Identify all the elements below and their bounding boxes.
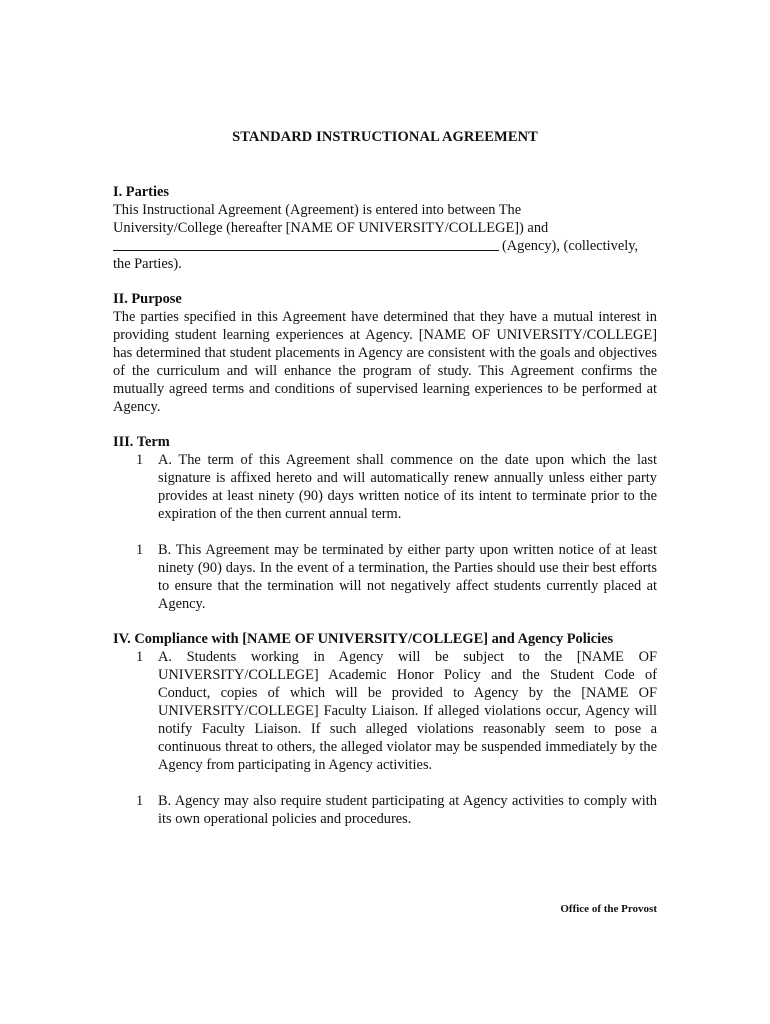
section-term bbox=[113, 433, 657, 613]
term-item-b-text: B. This Agreement may be terminated by either party upon written notice of at least ninety (90) days. In the event of a termination, the Parties should use their best efforts to ensure that the termination will not negatively affect students currently placed at Agency. bbox=[158, 542, 657, 612]
document-title: STANDARD INSTRUCTIONAL AGREEMENT bbox=[232, 129, 538, 145]
compliance-item-b bbox=[113, 792, 657, 828]
term-item-a-text: A. The term of this Agreement shall commence on the date upon which the last signature is affixed hereto and will automatically renew annually unless either party provides at least ninety (90) days written notice of its intent to terminate prior to the expiration of the then current annual term. bbox=[158, 452, 657, 522]
section-heading-term: III. Term bbox=[113, 434, 170, 450]
list-item-number: 1 bbox=[136, 542, 144, 558]
term-item-a bbox=[113, 451, 657, 523]
section-compliance bbox=[113, 630, 657, 828]
parties-blank-line bbox=[113, 237, 657, 255]
section-parties bbox=[113, 183, 657, 273]
section-purpose bbox=[113, 290, 657, 416]
compliance-item-a bbox=[113, 648, 657, 774]
agency-name-blank bbox=[113, 237, 499, 251]
section-heading-parties: I. Parties bbox=[113, 184, 169, 200]
parties-text-line-1: This Instructional Agreement (Agreement) is entered into between The bbox=[113, 202, 522, 218]
footer-office: Office of the Provost bbox=[560, 903, 657, 915]
compliance-item-b-text: B. Agency may also require student participating at Agency activities to comply with its own operational policies and procedures. bbox=[158, 793, 657, 827]
parties-text-line-3: (Agency), (collectively, bbox=[502, 238, 639, 254]
parties-text-line-4: the Parties). bbox=[113, 256, 182, 272]
compliance-item-a-text: A. Students working in Agency will be subject to the [NAME OF UNIVERSITY/COLLEGE] Academic Honor Policy and the Student Code of Conduct, copies of which will be provided to Agency by the [NAME OF UNIVERSITY/COLLEGE] Faculty Liaison. If alleged violations occur, Agency will notify Faculty Liaison. If such alleged violations reasonably seem to pose a continuous threat to others, the alleged violator may be suspended immediately by the Agency from participating in Agency activities. bbox=[158, 649, 657, 773]
purpose-text: The parties specified in this Agreement have determined that they have a mutual interest in providing student learning experiences at Agency. [NAME OF UNIVERSITY/COLLEGE] has determined that student placements in Agency are consistent with the goals and objectives of the curriculum and will enhance the program of study. This Agreement confirms the mutually agreed terms and conditions of supervised learning experiences to be performed at Agency. bbox=[113, 309, 657, 415]
section-heading-compliance: IV. Compliance with [NAME OF UNIVERSITY/COLLEGE] and Agency Policies bbox=[113, 631, 614, 647]
list-item-number: 1 bbox=[136, 649, 144, 665]
section-heading-purpose: II. Purpose bbox=[113, 291, 182, 307]
parties-text-line-2: University/College (hereafter [NAME OF UNIVERSITY/COLLEGE]) and bbox=[113, 220, 549, 236]
document-body bbox=[113, 183, 657, 845]
list-item-number: 1 bbox=[136, 452, 144, 468]
list-item-number: 1 bbox=[136, 793, 144, 809]
term-item-b bbox=[113, 541, 657, 613]
